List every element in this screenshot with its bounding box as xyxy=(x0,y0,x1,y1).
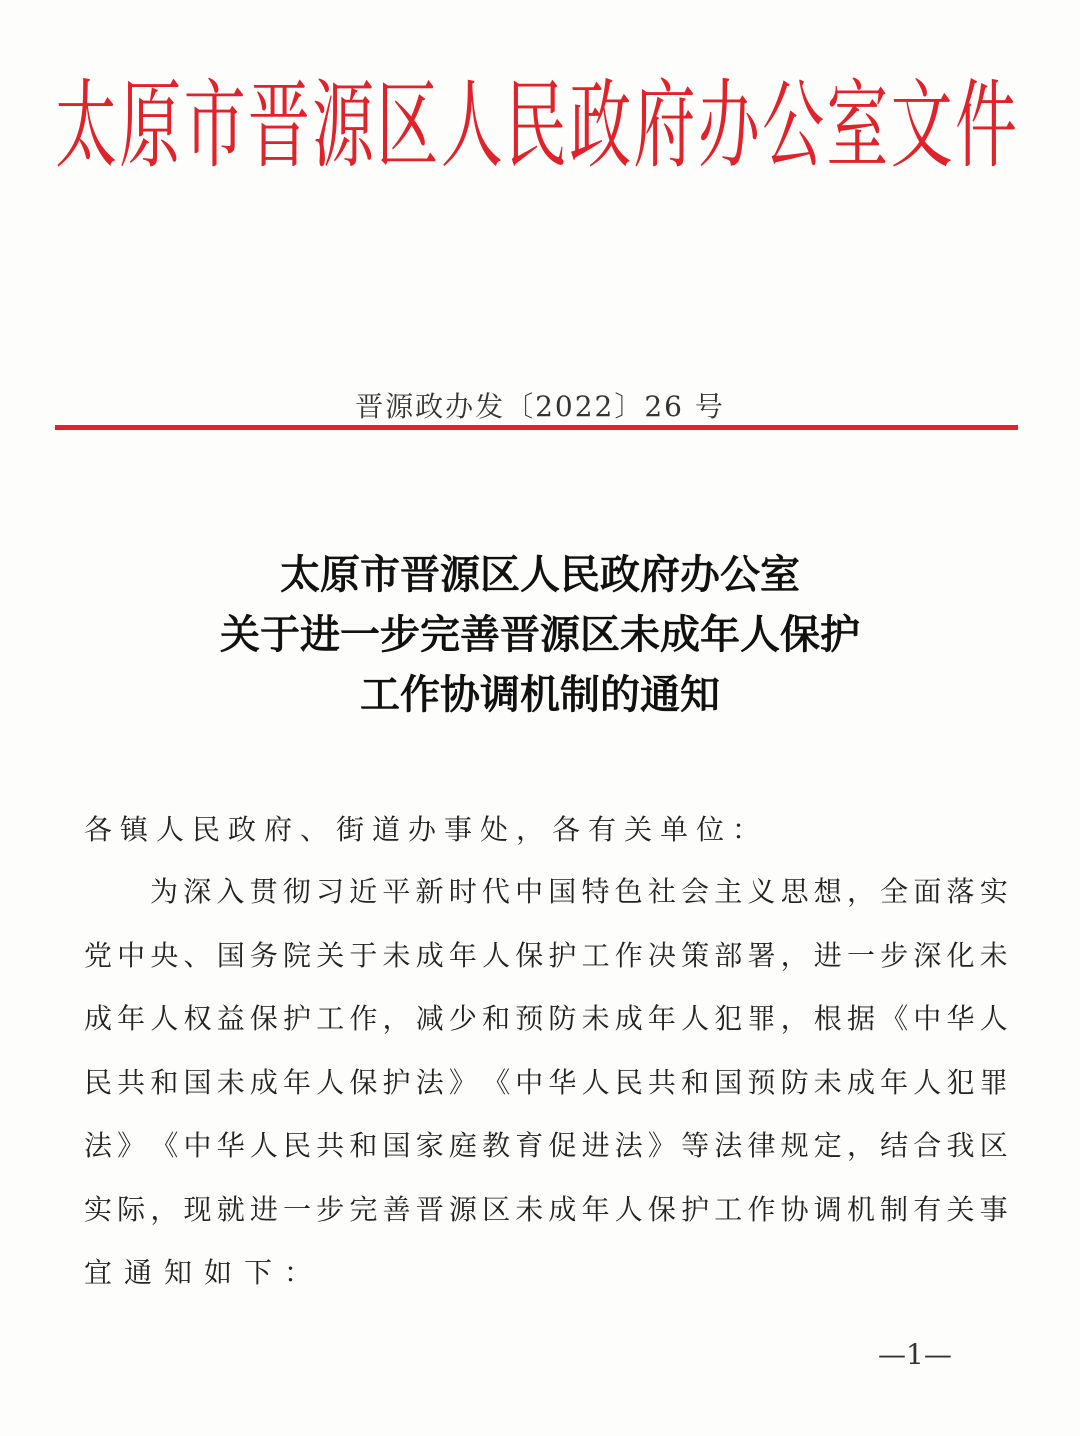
header-char: 公 xyxy=(762,68,825,182)
body-line: 实 际 ， 现 就 进 一 步 完 善 晋 源 区 未 成 年 人 保 护 工 作 协 调 机 制 有 关 事 xyxy=(84,1192,1008,1226)
body-line: 法 》 《 中 华 人 民 共 和 国 家 庭 教 育 促 进 法 》 等 法 律 规 定 ， 结 合 我 区 xyxy=(84,1129,1008,1162)
body-line: 为 深 入 贯 彻 习 近 平 新 时 代 中 国 特 色 社 会 主 义 思 想 ， 全 面 落 实 xyxy=(150,875,1008,908)
header-char: 民 xyxy=(504,68,567,182)
header-char: 政 xyxy=(569,68,632,182)
header-char: 文 xyxy=(890,68,953,182)
body-line: 宜通知如下： xyxy=(84,1256,325,1289)
page-number: —1— xyxy=(878,1338,952,1371)
header-char: 府 xyxy=(633,68,696,182)
body-line: 民 共 和 国 未 成 年 人 保 护 法 》 《 中 华 人 民 共 和 国 预 防 未 成 年 人 犯 罪 xyxy=(84,1065,1008,1099)
title-line-2: 关于进一步完善晋源区未成年人保护 xyxy=(220,611,860,658)
header-char: 市 xyxy=(183,68,246,182)
red-divider-line xyxy=(55,425,1018,430)
header-char: 原 xyxy=(119,68,182,182)
header-char: 件 xyxy=(954,68,1017,182)
header-char: 人 xyxy=(440,68,503,182)
header-char: 晋 xyxy=(247,68,310,182)
body-line: 成 年 人 权 益 保 护 工 作 ， 减 少 和 预 防 未 成 年 人 犯 罪 ， 根 据 《 中 华 人 xyxy=(84,1002,1008,1035)
document-number: 晋源政办发〔2022〕26 号 xyxy=(355,390,725,423)
title-line-1: 太原市晋源区人民政府办公室 xyxy=(280,551,800,598)
body-line: 党 中 央 、 国 务 院 关 于 未 成 年 人 保 护 工 作 决 策 部 署 ， 进 一 步 深 化 未 xyxy=(84,938,1008,972)
header-char: 源 xyxy=(312,68,375,182)
title-line-3: 工作协调机制的通知 xyxy=(360,671,720,718)
header-char: 室 xyxy=(826,68,889,182)
header-char: 太 xyxy=(55,68,118,182)
salutation: 各镇人民政府、街道办事处，各有关单位： xyxy=(84,813,769,846)
header-char: 区 xyxy=(376,68,439,182)
header-char: 办 xyxy=(697,68,760,182)
document-header-title xyxy=(55,62,1017,182)
